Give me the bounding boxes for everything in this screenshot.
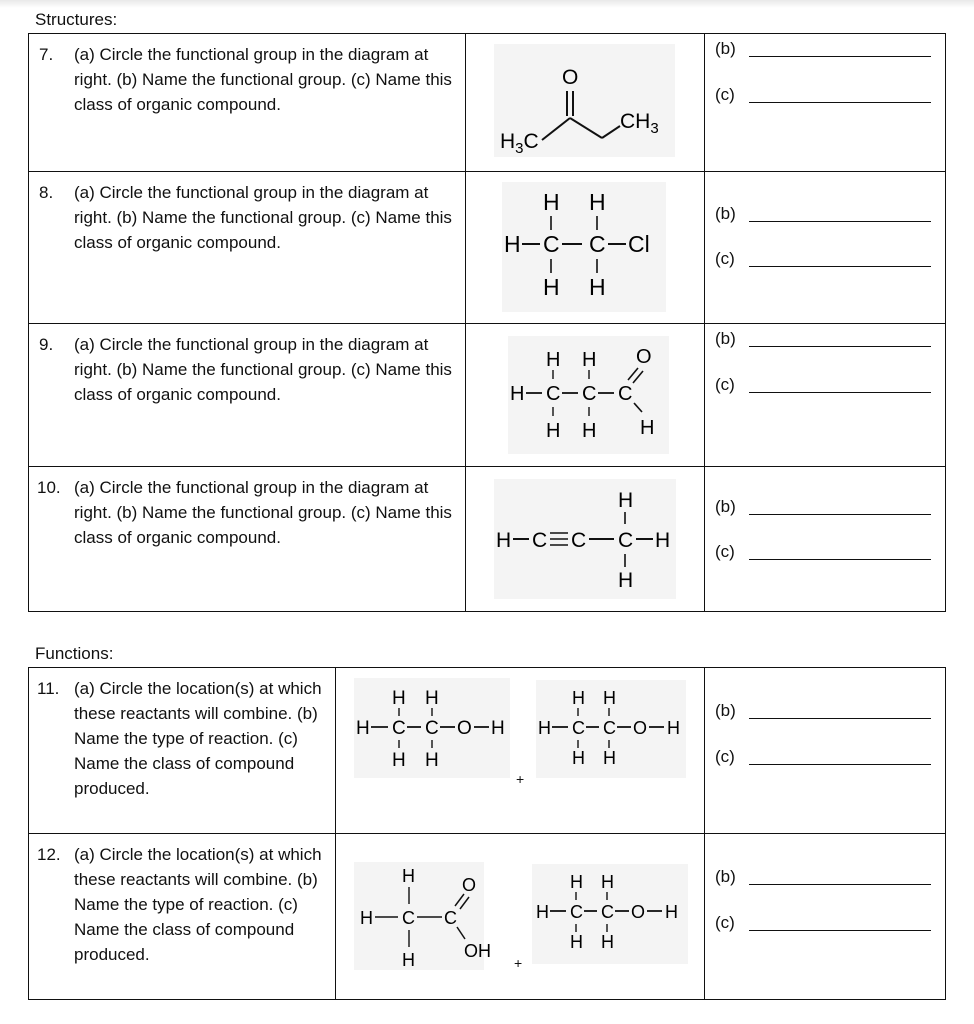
plus-sign: + [514, 955, 523, 971]
svg-text:H: H [618, 569, 634, 592]
answer-b[interactable] [715, 37, 945, 63]
question-text: (a) Circle the location(s) at which these reactants will combine. (b) Name the type of reaction. (c) Name the class of compound produced. [74, 845, 322, 964]
svg-text:H: H [640, 417, 655, 439]
methyl-right: $CH_3$ [620, 110, 659, 137]
svg-text:H: H [601, 932, 614, 952]
answer-b-label: (b) [715, 867, 736, 886]
answer-cell [705, 834, 946, 1000]
svg-text:C: C [532, 529, 548, 552]
question-row-12 [29, 834, 946, 1000]
answer-c[interactable] [715, 373, 945, 399]
propanal-diagram [508, 336, 669, 454]
svg-text:O: O [636, 346, 652, 368]
svg-text:H: H [570, 872, 583, 892]
answer-c[interactable] [715, 540, 945, 566]
hydroxyl-group: OH [464, 941, 491, 961]
svg-text:C: C [618, 529, 634, 552]
svg-text:H: H [582, 349, 597, 371]
answer-c-label: (c) [715, 747, 735, 766]
question-number: 11. [37, 679, 60, 698]
question-row-7 [29, 34, 946, 172]
svg-text:H: H [504, 231, 521, 257]
question-text: (a) Circle the location(s) at which these reactants will combine. (b) Name the type of reaction. (c) Name the class of compound produced. [74, 679, 322, 798]
structures-table [28, 33, 946, 612]
diagram-cell [466, 172, 705, 324]
svg-text:C: C [546, 383, 561, 405]
oxygen-atom: O [562, 66, 579, 89]
question-cell [29, 324, 466, 467]
question-text: (a) Circle the functional group in the diagram at right. (b) Name the functional group. (c) Name this class of organic compound. [74, 335, 452, 404]
methyl-left: $H_3C$ [500, 130, 539, 157]
question-text: (a) Circle the functional group in the diagram at right. (b) Name the functional group. (c) Name this class of organic compound. [74, 183, 452, 252]
svg-text:C: C [601, 902, 614, 922]
question-number: 7. [39, 45, 54, 64]
answer-b[interactable] [715, 327, 945, 353]
answer-cell [705, 172, 946, 324]
svg-text:H: H [655, 529, 671, 552]
structures-heading: Structures: [35, 10, 118, 29]
svg-text:H: H [546, 349, 561, 371]
svg-text:C: C [392, 718, 406, 739]
ethanol-diagram [354, 678, 510, 778]
svg-text:H: H [543, 189, 560, 215]
question-text: (a) Circle the functional group in the diagram at right. (b) Name the functional group. (c) Name this class of organic compound. [74, 45, 452, 114]
answer-c[interactable] [715, 247, 945, 273]
diagram-cell [466, 467, 705, 612]
question-cell [29, 834, 336, 1000]
diagram-cell [336, 668, 705, 834]
answer-b-label: (b) [715, 204, 736, 223]
propyne-diagram [494, 479, 676, 599]
svg-text:H: H [538, 718, 551, 738]
answer-cell [705, 324, 946, 467]
svg-text:O: O [457, 718, 472, 739]
svg-text:H: H [546, 420, 561, 442]
svg-text:H: H [392, 750, 406, 771]
svg-text:O: O [631, 902, 646, 922]
question-row-9 [29, 324, 946, 467]
svg-text:H: H [582, 420, 597, 442]
svg-text:C: C [618, 383, 633, 405]
answer-cell [705, 467, 946, 612]
svg-text:C: C [571, 529, 587, 552]
question-number: 10. [37, 478, 61, 497]
svg-text:H: H [570, 932, 583, 952]
svg-text:H: H [601, 872, 614, 892]
answer-c-label: (c) [715, 542, 735, 561]
question-cell [29, 34, 466, 172]
answer-c[interactable] [715, 83, 945, 109]
svg-text:H: H [425, 688, 439, 709]
svg-text:H: H [536, 902, 549, 922]
diagram-cell [336, 834, 705, 1000]
diagram-cell [466, 324, 705, 467]
answer-b-label: (b) [715, 701, 736, 720]
svg-text:H: H [572, 748, 585, 768]
question-number: 9. [39, 335, 54, 354]
answer-b-label: (b) [715, 39, 736, 58]
svg-text:H: H [589, 189, 606, 215]
question-number: 8. [39, 183, 54, 202]
question-cell [29, 467, 466, 612]
question-row-11 [29, 668, 946, 834]
svg-text:H: H [603, 748, 616, 768]
svg-text:H: H [392, 688, 406, 709]
svg-text:H: H [496, 529, 512, 552]
svg-text:C: C [582, 383, 597, 405]
question-text: (a) Circle the functional group in the diagram at right. (b) Name the functional group. (c) Name this class of organic compound. [74, 478, 452, 547]
svg-text:C: C [543, 231, 560, 257]
answer-b[interactable] [715, 865, 945, 891]
ethanol-diagram [532, 864, 688, 964]
svg-text:O: O [462, 875, 477, 895]
svg-text:H: H [589, 274, 606, 300]
top-edge-shade [0, 0, 974, 8]
answer-c[interactable] [715, 745, 945, 771]
svg-text:C: C [603, 718, 616, 738]
answer-b-label: (b) [715, 329, 736, 348]
answer-b[interactable] [715, 495, 945, 521]
svg-text:H: H [402, 866, 415, 886]
svg-text:H: H [667, 718, 680, 738]
answer-cell [705, 668, 946, 834]
svg-text:C: C [402, 908, 415, 928]
functions-table [28, 667, 946, 1000]
ketone-diagram [494, 44, 675, 157]
question-row-10 [29, 467, 946, 612]
svg-text:C: C [570, 902, 583, 922]
svg-text:H: H [543, 274, 560, 300]
svg-text:H: H [402, 950, 415, 970]
answer-c-label: (c) [715, 249, 735, 268]
svg-text:H: H [603, 688, 616, 708]
answer-c[interactable] [715, 911, 945, 937]
svg-text:H: H [356, 718, 370, 739]
svg-text:H: H [491, 718, 505, 739]
svg-text:H: H [572, 688, 585, 708]
answer-c-label: (c) [715, 375, 735, 394]
acetic-acid-diagram [354, 862, 491, 970]
chlorine-atom: Cl [628, 231, 650, 257]
question-cell [29, 668, 336, 834]
svg-text:H: H [425, 750, 439, 771]
question-cell [29, 172, 466, 324]
svg-text:C: C [589, 231, 606, 257]
answer-b[interactable] [715, 202, 945, 228]
answer-c-label: (c) [715, 85, 735, 104]
answer-b-label: (b) [715, 497, 736, 516]
svg-text:C: C [425, 718, 439, 739]
plus-sign: + [516, 771, 525, 787]
question-number: 12. [37, 845, 61, 864]
ethanol-diagram [536, 680, 686, 778]
svg-text:H: H [665, 902, 678, 922]
answer-c-label: (c) [715, 913, 735, 932]
svg-text:H: H [360, 908, 373, 928]
question-row-8 [29, 172, 946, 324]
svg-text:C: C [444, 908, 457, 928]
svg-text:C: C [572, 718, 585, 738]
svg-text:H: H [618, 489, 634, 512]
svg-text:H: H [510, 383, 525, 405]
svg-text:O: O [633, 718, 648, 738]
answer-b[interactable] [715, 699, 945, 725]
chloroethane-diagram [502, 182, 666, 312]
functions-heading: Functions: [35, 644, 114, 663]
answer-cell [705, 34, 946, 172]
diagram-cell [466, 34, 705, 172]
